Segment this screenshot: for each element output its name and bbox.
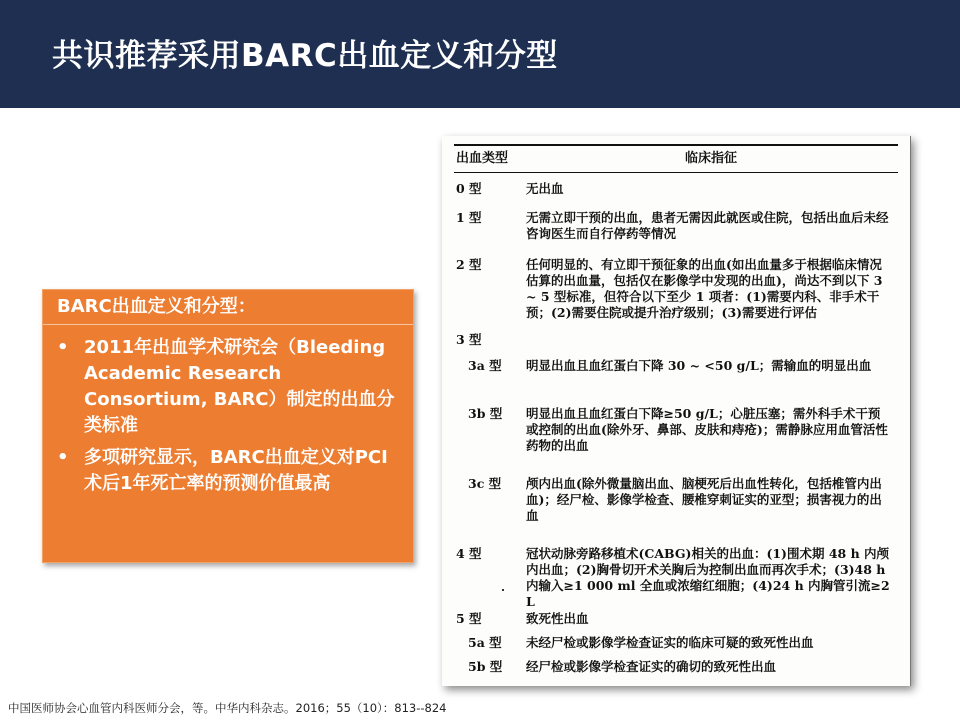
row-type: 3 型 — [456, 332, 482, 347]
row-desc: 颅内出血(除外微量脑出血、脑梗死后出血性转化，包括椎管内出血)；经尸检、影像学检查、腰椎穿刺证实的亚型；损害视力的出血 — [526, 476, 882, 523]
row-type: 3b 型 — [468, 406, 503, 421]
title-bar — [0, 0, 960, 108]
row-type: 3a 型 — [468, 358, 502, 373]
header-clinical-indication: 临床指征 — [684, 151, 737, 166]
table-row — [454, 546, 898, 610]
row-type: 2 型 — [456, 257, 482, 272]
table-row — [454, 257, 898, 321]
scan-speck — [502, 589, 504, 591]
summary-bullet-list — [53, 335, 403, 497]
header-bleeding-type: 出血类型 — [456, 151, 509, 166]
summary-divider — [43, 324, 413, 325]
summary-bullet-text: 2011年出血学术研究会（Bleeding Academic Research Consortium, BARC）制定的出血分类标准 — [84, 337, 395, 436]
row-type: 4 型 — [456, 546, 482, 561]
table-header-rule — [454, 172, 898, 173]
table-row — [454, 611, 898, 627]
table-row — [454, 210, 898, 242]
row-desc: 经尸检或影像学检查证实的确切的致死性出血 — [526, 659, 777, 674]
bullet-dot-icon: • — [57, 337, 69, 358]
row-type: 5a 型 — [468, 635, 502, 650]
summary-bullet-text: 多项研究显示，BARC出血定义对PCI术后1年死亡率的预测价值最高 — [84, 447, 388, 494]
table-row — [454, 332, 898, 348]
table-row — [454, 635, 898, 651]
row-desc: 致死性出血 — [526, 611, 589, 626]
row-desc: 冠状动脉旁路移植术(CABG)相关的出血：(1)围术期 48 h 内颅内出血；(2)胸骨切开术关胸后为控制出血而再次手术；(3)48 h 内输入≥1 000 ml 全血或浓缩红细胞；(4)24 h 内胸管引流≥2 L — [526, 546, 890, 609]
table-header-row — [454, 146, 898, 172]
row-desc: 无需立即干预的出血，患者无需因此就医或住院，包括出血后未经咨询医生而自行停药等情况 — [526, 210, 889, 241]
barc-table-scan — [442, 136, 911, 686]
row-desc: 明显出血且血红蛋白下降 30 ~ <50 g/L；需输血的明显出血 — [526, 358, 872, 373]
row-desc — [526, 332, 898, 348]
bullet-dot-icon: • — [57, 447, 69, 468]
row-type: 5 型 — [456, 611, 482, 626]
barc-table — [454, 144, 898, 674]
table-row — [454, 181, 898, 197]
row-type: 3c 型 — [468, 476, 502, 491]
summary-box — [42, 289, 414, 563]
table-row — [454, 406, 898, 454]
row-desc: 未经尸检或影像学检查证实的临床可疑的致死性出血 — [526, 635, 814, 650]
summary-heading: BARC出血定义和分型： — [57, 296, 256, 317]
row-desc: 任何明显的、有立即干预征象的出血(如出血量多于根据临床情况估算的出血量，包括仅在影像学中发现的出血)，尚达不到以下 3 ~ 5 型标准，但符合以下至少 1 项者：(1)需要内科、非手术干预；(2)需要住院或提升治疗级别；(3)需要进行评估 — [526, 257, 883, 320]
row-type: 5b 型 — [468, 659, 503, 674]
table-row — [454, 476, 898, 524]
row-desc: 无出血 — [526, 181, 564, 196]
table-row — [454, 659, 898, 675]
row-type: 1 型 — [456, 210, 482, 225]
slide-title: 共识推荐采用BARC出血定义和分型 — [52, 38, 558, 74]
row-desc: 明显出血且血红蛋白下降≥50 g/L；心脏压塞；需外科手术干预或控制的出血(除外牙、鼻部、皮肤和痔疮)；需静脉应用血管活性药物的出血 — [526, 406, 888, 453]
citation-footnote: 中国医师协会心血管内科医师分会，等。中华内科杂志。2016；55（10）：813--824 — [8, 701, 447, 715]
row-type: 0 型 — [456, 181, 482, 196]
table-row — [454, 358, 898, 374]
summary-bullet — [53, 445, 403, 497]
summary-bullet — [53, 335, 403, 439]
